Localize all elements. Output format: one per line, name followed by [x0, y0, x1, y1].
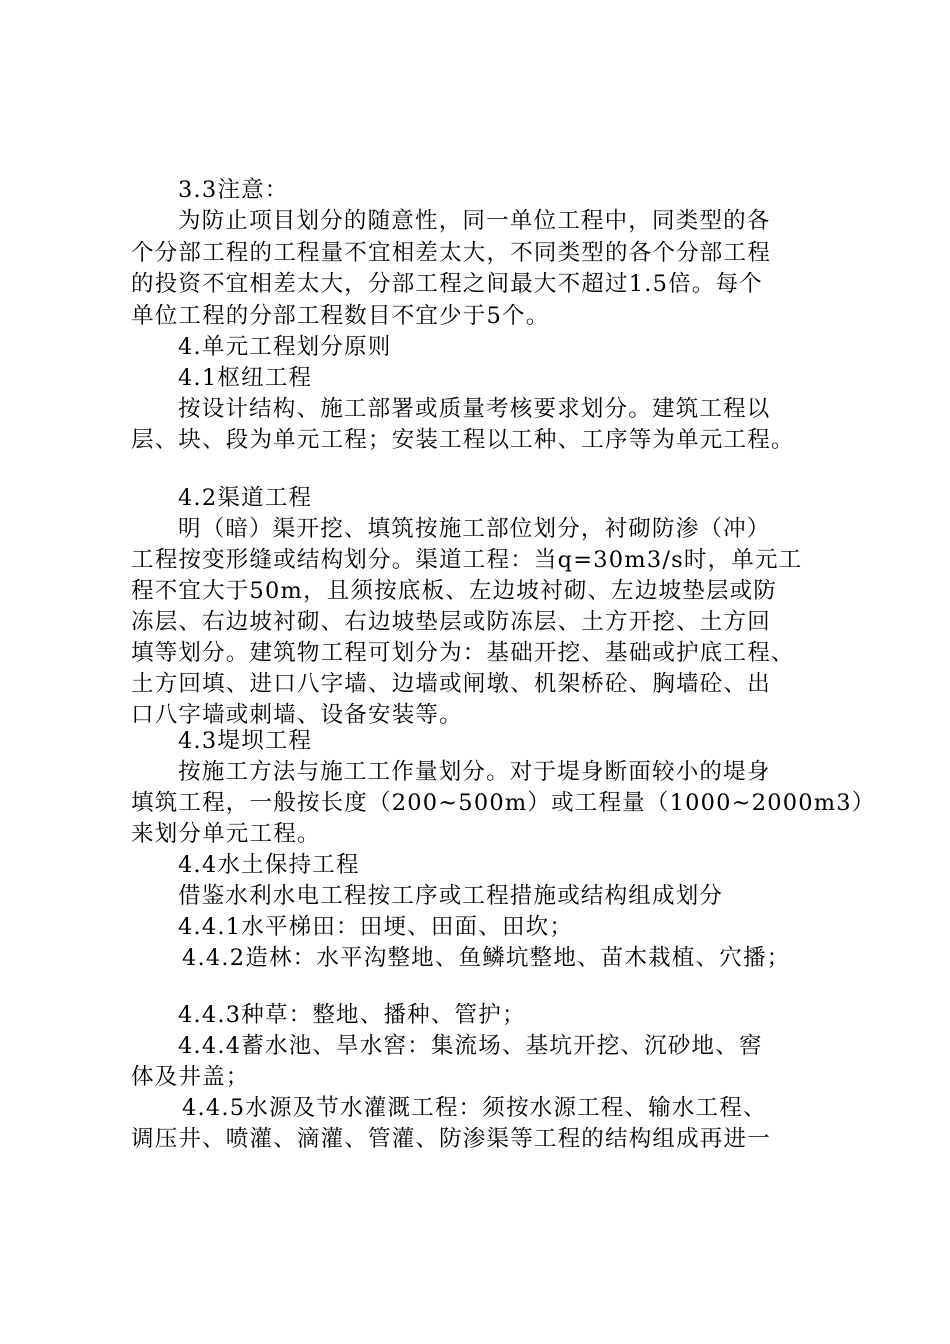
paragraph-line: 按施工方法与施工工作量划分。对于堤身断面较小的堤身	[178, 759, 771, 785]
heading-4-3: 4.3堤坝工程	[178, 728, 313, 754]
heading-4-4: 4.4水土保持工程	[178, 852, 360, 878]
heading-4-2: 4.2渠道工程	[178, 485, 313, 511]
paragraph-line: 冻层、右边坡衬砌、右边坡垫层或防冻层、土方开挖、土方回	[131, 609, 771, 635]
paragraph-line: 土方回填、进口八字墙、边墙或闸墩、机架桥砼、胸墙砼、出	[131, 671, 771, 697]
paragraph-line: 的投资不宜相差太大，分部工程之间最大不超过1.5倍。每个	[131, 271, 763, 297]
heading-3-3: 3.3注意：	[178, 177, 289, 203]
paragraph-line: 填筑工程，一般按长度（200~500m）或工程量（1000~2000m3）	[131, 790, 876, 816]
paragraph-line: 个分部工程的工程量不宜相差太大，不同类型的各个分部工程	[131, 240, 771, 266]
paragraph-line: 层、块、段为单元工程；安装工程以工种、工序等为单元工程。	[131, 427, 795, 453]
list-item-4-4-2: 4.4.2造林：水平沟整地、鱼鳞坑整地、苗木栽植、穴播；	[182, 945, 791, 971]
heading-4-1: 4.1枢纽工程	[178, 365, 313, 391]
paragraph-line: 体及井盖；	[131, 1064, 250, 1090]
list-item-4-4-1: 4.4.1水平梯田：田埂、田面、田坎；	[178, 914, 574, 940]
heading-4: 4.单元工程划分原则	[178, 334, 392, 360]
list-item-4-4-4: 4.4.4蓄水池、旱水窖：集流场、基坑开挖、沉砂地、窖	[178, 1033, 763, 1059]
paragraph-line: 口八字墙或刺墙、设备安装等。	[131, 702, 463, 728]
paragraph-line: 借鉴水利水电工程按工序或工程措施或结构组成划分	[178, 883, 724, 909]
paragraph-line: 程不宜大于50m，且须按底板、左边坡衬砌、左边坡垫层或防	[131, 578, 778, 604]
paragraph-line: 明（暗）渠开挖、填筑按施工部位划分，衬砌防渗（冲）	[178, 516, 771, 542]
paragraph-line: 单位工程的分部工程数目不宜少于5个。	[131, 303, 550, 329]
paragraph-line: 按设计结构、施工部署或质量考核要求划分。建筑工程以	[178, 396, 771, 422]
paragraph-line: 填等划分。建筑物工程可划分为：基础开挖、基础或护底工程、	[131, 640, 795, 666]
list-item-4-4-5: 4.4.5水源及节水灌溉工程：须按水源工程、输水工程、	[182, 1095, 767, 1121]
paragraph-line: 为防止项目划分的随意性，同一单位工程中，同类型的各	[178, 208, 771, 234]
paragraph-line: 工程按变形缝或结构划分。渠道工程：当q=30m3/s时，单元工	[131, 547, 803, 573]
paragraph-line: 来划分单元工程。	[131, 821, 321, 847]
list-item-4-4-3: 4.4.3种草：整地、播种、管护；	[178, 1002, 526, 1028]
paragraph-line: 调压井、喷灌、滴灌、管灌、防渗渠等工程的结构组成再进一	[131, 1126, 771, 1152]
